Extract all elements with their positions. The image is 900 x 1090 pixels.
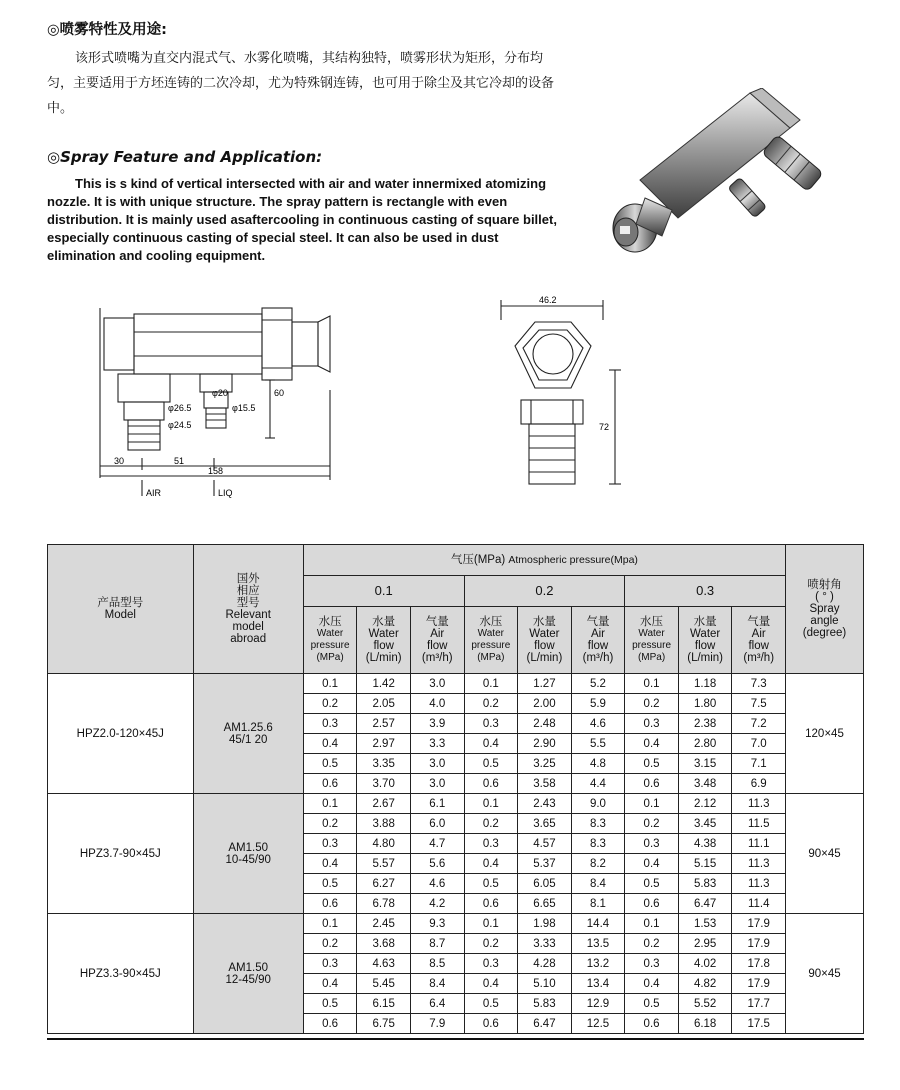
dim-d4: φ15.5 xyxy=(232,403,256,413)
header-wf-3 xyxy=(678,607,732,674)
value-cell: 3.0 xyxy=(410,754,464,774)
value-cell: 6.47 xyxy=(678,894,732,914)
header-angle-en2: angle xyxy=(810,615,839,627)
value-cell: 6.75 xyxy=(357,1014,411,1034)
value-cell: 0.2 xyxy=(464,814,518,834)
dim-w2: 51 xyxy=(174,456,185,466)
header-af-2 xyxy=(571,607,625,674)
header-wp-en1: Water xyxy=(316,628,344,639)
value-cell: 2.43 xyxy=(518,794,572,814)
value-cell: 6.78 xyxy=(357,894,411,914)
value-cell: 6.65 xyxy=(518,894,572,914)
value-cell: 0.3 xyxy=(625,834,679,854)
value-cell: 8.4 xyxy=(571,874,625,894)
header-af-3 xyxy=(732,607,786,674)
value-cell: 8.3 xyxy=(571,814,625,834)
value-cell: 4.7 xyxy=(410,834,464,854)
label-air: AIR xyxy=(146,488,162,498)
value-cell: 8.3 xyxy=(571,834,625,854)
model-cell: HPZ2.0-120×45J xyxy=(48,674,194,794)
nozzle-photo xyxy=(600,88,840,258)
header-wf-en3: (L/min) xyxy=(526,652,563,664)
value-cell: 5.5 xyxy=(571,734,625,754)
relevant-line1: AM1.50 xyxy=(228,961,269,974)
value-cell: 0.4 xyxy=(464,734,518,754)
header-af-en1: Air xyxy=(590,628,605,640)
value-cell: 6.0 xyxy=(410,814,464,834)
value-cell: 9.0 xyxy=(571,794,625,814)
value-cell: 0.1 xyxy=(625,674,679,694)
value-cell: 11.3 xyxy=(732,854,786,874)
header-wp-en2: pressure xyxy=(310,640,350,651)
value-cell: 3.70 xyxy=(357,774,411,794)
value-cell: 6.1 xyxy=(410,794,464,814)
value-cell: 6.15 xyxy=(357,994,411,1014)
header-wp-en1: Water xyxy=(477,628,504,639)
value-cell: 1.53 xyxy=(678,914,732,934)
header-relevant-en3: abroad xyxy=(230,633,267,645)
header-af-en2: flow xyxy=(748,640,769,652)
header-relevant-en2: model xyxy=(232,621,264,633)
value-cell: 1.27 xyxy=(518,674,572,694)
value-cell: 0.2 xyxy=(464,934,518,954)
dim-d2: φ24.5 xyxy=(168,420,192,430)
value-cell: 0.6 xyxy=(464,894,518,914)
value-cell: 5.15 xyxy=(678,854,732,874)
value-cell: 0.5 xyxy=(464,994,518,1014)
dim-w1: 30 xyxy=(114,456,125,466)
section-heading-en: ◎Spray Feature and Application: xyxy=(47,148,323,166)
value-cell: 1.80 xyxy=(678,694,732,714)
value-cell: 0.5 xyxy=(303,874,357,894)
value-cell: 3.88 xyxy=(357,814,411,834)
header-atm xyxy=(303,545,785,576)
value-cell: 0.3 xyxy=(625,714,679,734)
relevant-cell xyxy=(193,674,303,794)
header-wp-en2: pressure xyxy=(471,640,511,651)
value-cell: 0.6 xyxy=(625,774,679,794)
header-wp-en3: (MPa) xyxy=(637,652,666,663)
header-wf-cn: 水量 xyxy=(532,616,556,628)
relevant-cell xyxy=(193,914,303,1034)
value-cell: 0.4 xyxy=(303,734,357,754)
header-wp-cn: 水压 xyxy=(640,616,664,628)
value-cell: 1.18 xyxy=(678,674,732,694)
value-cell: 17.5 xyxy=(732,1014,786,1034)
value-cell: 0.4 xyxy=(464,854,518,874)
value-cell: 0.1 xyxy=(303,674,357,694)
value-cell: 2.97 xyxy=(357,734,411,754)
dim-w3: 158 xyxy=(208,466,224,476)
header-angle xyxy=(786,545,864,674)
value-cell: 5.2 xyxy=(571,674,625,694)
header-relevant-en1: Relevant xyxy=(225,609,271,621)
value-cell: 11.4 xyxy=(732,894,786,914)
header-model-cn: 产品型号 xyxy=(97,597,144,609)
header-atm-cn: 气压(MPa) xyxy=(450,554,506,566)
value-cell: 12.9 xyxy=(571,994,625,1014)
value-cell: 7.2 xyxy=(732,714,786,734)
value-cell: 4.57 xyxy=(518,834,572,854)
value-cell: 8.2 xyxy=(571,854,625,874)
value-cell: 2.00 xyxy=(518,694,572,714)
value-cell: 7.0 xyxy=(732,734,786,754)
value-cell: 4.4 xyxy=(571,774,625,794)
value-cell: 3.68 xyxy=(357,934,411,954)
value-cell: 0.5 xyxy=(625,874,679,894)
value-cell: 5.52 xyxy=(678,994,732,1014)
side-view-drawing xyxy=(90,298,350,508)
header-wf-2 xyxy=(518,607,572,674)
model-cell: HPZ3.3-90×45J xyxy=(48,914,194,1034)
value-cell: 6.18 xyxy=(678,1014,732,1034)
value-cell: 2.45 xyxy=(357,914,411,934)
value-cell: 3.45 xyxy=(678,814,732,834)
value-cell: 4.38 xyxy=(678,834,732,854)
value-cell: 11.3 xyxy=(732,794,786,814)
value-cell: 4.6 xyxy=(571,714,625,734)
header-angle-en1: Spray xyxy=(809,603,840,615)
spec-table xyxy=(47,544,864,1034)
value-cell: 12.5 xyxy=(571,1014,625,1034)
value-cell: 17.8 xyxy=(732,954,786,974)
value-cell: 4.63 xyxy=(357,954,411,974)
dim-d3: φ20 xyxy=(212,388,228,398)
header-af-cn: 气量 xyxy=(425,616,449,628)
header-wf-en2: flow xyxy=(694,640,716,652)
value-cell: 0.1 xyxy=(464,914,518,934)
value-cell: 6.4 xyxy=(410,994,464,1014)
value-cell: 3.58 xyxy=(518,774,572,794)
value-cell: 0.6 xyxy=(303,1014,357,1034)
value-cell: 0.1 xyxy=(303,914,357,934)
value-cell: 3.48 xyxy=(678,774,732,794)
value-cell: 0.1 xyxy=(303,794,357,814)
header-relevant xyxy=(193,545,303,674)
value-cell: 0.3 xyxy=(464,834,518,854)
header-wf-en2: flow xyxy=(373,640,394,652)
model-cell: HPZ3.7-90×45J xyxy=(48,794,194,914)
value-cell: 3.35 xyxy=(357,754,411,774)
value-cell: 3.9 xyxy=(410,714,464,734)
value-cell: 7.9 xyxy=(410,1014,464,1034)
value-cell: 0.5 xyxy=(303,754,357,774)
header-af-en3: (m³/h) xyxy=(582,652,614,664)
value-cell: 4.82 xyxy=(678,974,732,994)
value-cell: 5.83 xyxy=(518,994,572,1014)
value-cell: 0.6 xyxy=(303,894,357,914)
value-cell: 3.0 xyxy=(410,774,464,794)
value-cell: 0.2 xyxy=(303,934,357,954)
header-wf-en3: (L/min) xyxy=(687,652,724,664)
value-cell: 13.4 xyxy=(571,974,625,994)
header-wf-en3: (L/min) xyxy=(365,652,402,664)
value-cell: 13.5 xyxy=(571,934,625,954)
header-wp-cn: 水压 xyxy=(479,616,503,628)
value-cell: 5.9 xyxy=(571,694,625,714)
header-wf-cn: 水量 xyxy=(372,616,396,628)
value-cell: 0.5 xyxy=(464,754,518,774)
angle-cell: 120×45 xyxy=(786,674,864,794)
table-bottom-rule xyxy=(47,1038,864,1040)
value-cell: 0.6 xyxy=(625,894,679,914)
header-model-en: Model xyxy=(104,609,136,621)
relevant-line1: AM1.50 xyxy=(228,841,269,854)
value-cell: 0.1 xyxy=(464,674,518,694)
description-en: This is s kind of vertical intersected with air and water innermixed atomizing nozzle. It is with unique structure. The spray pattern is rectangle with even distribution. It is mainly used asaftercooling in continuous casting of square billet, especially continuous casting of special steel. It can also be used in dust elimination and cooling equipment. xyxy=(47,176,557,263)
header-af-en3: (m³/h) xyxy=(421,652,453,664)
table-row xyxy=(48,674,864,694)
header-relevant-cn2: 相应 xyxy=(236,585,260,597)
value-cell: 0.4 xyxy=(303,854,357,874)
header-angle-cn: 喷射角 xyxy=(807,579,842,591)
value-cell: 0.5 xyxy=(625,994,679,1014)
section-heading-cn: ◎喷雾特性及用途: xyxy=(47,22,167,38)
value-cell: 2.95 xyxy=(678,934,732,954)
value-cell: 6.9 xyxy=(732,774,786,794)
header-af-cn: 气量 xyxy=(747,616,771,628)
value-cell: 4.28 xyxy=(518,954,572,974)
value-cell: 0.3 xyxy=(464,954,518,974)
value-cell: 0.6 xyxy=(303,774,357,794)
header-wp-2 xyxy=(464,607,518,674)
value-cell: 3.3 xyxy=(410,734,464,754)
value-cell: 0.1 xyxy=(464,794,518,814)
value-cell: 2.90 xyxy=(518,734,572,754)
table-row xyxy=(48,914,864,934)
value-cell: 5.37 xyxy=(518,854,572,874)
value-cell: 11.5 xyxy=(732,814,786,834)
header-wp-en3: (MPa) xyxy=(477,652,505,663)
relevant-line1: AM1.25.6 xyxy=(223,721,273,734)
value-cell: 4.2 xyxy=(410,894,464,914)
value-cell: 0.2 xyxy=(625,694,679,714)
value-cell: 13.2 xyxy=(571,954,625,974)
value-cell: 7.3 xyxy=(732,674,786,694)
value-cell: 0.6 xyxy=(464,1014,518,1034)
value-cell: 4.02 xyxy=(678,954,732,974)
value-cell: 3.15 xyxy=(678,754,732,774)
description-cn: 该形式喷嘴为直交内混式气、水雾化喷嘴，其结构独特，喷雾形状为矩形，分布均匀，主要适用于方坯连铸的二次冷却，尤为特殊钢连铸，也可用于除尘及其它冷却的设备中。 xyxy=(47,51,555,116)
value-cell: 8.1 xyxy=(571,894,625,914)
value-cell: 0.4 xyxy=(625,734,679,754)
header-wf-en2: flow xyxy=(534,640,555,652)
header-af-1 xyxy=(410,607,464,674)
value-cell: 0.3 xyxy=(625,954,679,974)
value-cell: 2.38 xyxy=(678,714,732,734)
value-cell: 3.0 xyxy=(410,674,464,694)
dim-h: 60 xyxy=(274,388,285,398)
value-cell: 3.25 xyxy=(518,754,572,774)
value-cell: 3.33 xyxy=(518,934,572,954)
value-cell: 14.4 xyxy=(571,914,625,934)
relevant-cell xyxy=(193,794,303,914)
header-af-en2: flow xyxy=(427,640,448,652)
value-cell: 0.6 xyxy=(464,774,518,794)
value-cell: 0.6 xyxy=(625,1014,679,1034)
value-cell: 2.48 xyxy=(518,714,572,734)
label-liq: LIQ xyxy=(218,488,233,498)
value-cell: 0.3 xyxy=(464,714,518,734)
header-relevant-cn1: 国外 xyxy=(236,573,260,585)
value-cell: 0.2 xyxy=(303,814,357,834)
header-wp-en1: Water xyxy=(638,628,665,639)
value-cell: 8.4 xyxy=(410,974,464,994)
value-cell: 0.2 xyxy=(625,814,679,834)
value-cell: 4.6 xyxy=(410,874,464,894)
value-cell: 2.05 xyxy=(357,694,411,714)
angle-cell: 90×45 xyxy=(786,794,864,914)
value-cell: 9.3 xyxy=(410,914,464,934)
value-cell: 0.4 xyxy=(464,974,518,994)
header-p3: 0.3 xyxy=(625,576,786,607)
front-view-drawing xyxy=(495,290,625,495)
header-wp-cn: 水压 xyxy=(318,616,342,628)
header-af-cn: 气量 xyxy=(586,616,610,628)
value-cell: 5.83 xyxy=(678,874,732,894)
value-cell: 17.9 xyxy=(732,974,786,994)
value-cell: 0.2 xyxy=(464,694,518,714)
value-cell: 8.7 xyxy=(410,934,464,954)
header-wf-en1: Water xyxy=(529,628,560,640)
header-af-en1: Air xyxy=(430,628,445,640)
value-cell: 1.98 xyxy=(518,914,572,934)
value-cell: 2.57 xyxy=(357,714,411,734)
value-cell: 0.1 xyxy=(625,794,679,814)
dim-side: 72 xyxy=(599,422,610,432)
dim-top: 46.2 xyxy=(539,295,557,305)
value-cell: 0.3 xyxy=(303,714,357,734)
value-cell: 0.1 xyxy=(625,914,679,934)
header-af-en3: (m³/h) xyxy=(743,652,775,664)
header-angle-en3: (degree) xyxy=(802,627,847,639)
header-wp-en3: (MPa) xyxy=(316,652,344,663)
value-cell: 6.27 xyxy=(357,874,411,894)
value-cell: 8.5 xyxy=(410,954,464,974)
angle-cell: 90×45 xyxy=(786,914,864,1034)
value-cell: 4.80 xyxy=(357,834,411,854)
value-cell: 0.2 xyxy=(625,934,679,954)
header-af-en1: Air xyxy=(751,628,766,640)
value-cell: 7.1 xyxy=(732,754,786,774)
value-cell: 0.5 xyxy=(464,874,518,894)
dim-d1: φ26.5 xyxy=(168,403,192,413)
header-p2: 0.2 xyxy=(464,576,625,607)
header-wf-cn: 水量 xyxy=(693,616,717,628)
table-row xyxy=(48,794,864,814)
relevant-line2: 45/1 20 xyxy=(229,733,268,746)
header-wf-en1: Water xyxy=(368,628,399,640)
value-cell: 5.45 xyxy=(357,974,411,994)
value-cell: 11.1 xyxy=(732,834,786,854)
value-cell: 6.05 xyxy=(518,874,572,894)
value-cell: 2.12 xyxy=(678,794,732,814)
header-wf-en1: Water xyxy=(690,628,721,640)
value-cell: 5.10 xyxy=(518,974,572,994)
value-cell: 4.0 xyxy=(410,694,464,714)
value-cell: 5.57 xyxy=(357,854,411,874)
value-cell: 7.5 xyxy=(732,694,786,714)
value-cell: 3.65 xyxy=(518,814,572,834)
value-cell: 1.42 xyxy=(357,674,411,694)
value-cell: 0.5 xyxy=(303,994,357,1014)
header-atm-en: Atmospheric pressure(Mpa) xyxy=(508,554,638,566)
value-cell: 5.6 xyxy=(410,854,464,874)
value-cell: 4.8 xyxy=(571,754,625,774)
header-af-en2: flow xyxy=(587,640,609,652)
header-wp-en2: pressure xyxy=(632,640,671,651)
value-cell: 0.3 xyxy=(303,834,357,854)
header-model xyxy=(48,545,194,674)
value-cell: 0.4 xyxy=(625,854,679,874)
header-wp-1 xyxy=(303,607,357,674)
value-cell: 17.7 xyxy=(732,994,786,1014)
header-p1: 0.1 xyxy=(303,576,464,607)
value-cell: 17.9 xyxy=(732,914,786,934)
relevant-line2: 10-45/90 xyxy=(225,853,271,866)
relevant-line2: 12-45/90 xyxy=(225,973,271,986)
value-cell: 6.47 xyxy=(518,1014,572,1034)
value-cell: 0.3 xyxy=(303,954,357,974)
value-cell: 0.2 xyxy=(303,694,357,714)
value-cell: 17.9 xyxy=(732,934,786,954)
value-cell: 2.67 xyxy=(357,794,411,814)
value-cell: 11.3 xyxy=(732,874,786,894)
header-wp-3 xyxy=(625,607,679,674)
value-cell: 0.4 xyxy=(303,974,357,994)
header-angle-sym: ( ° ) xyxy=(815,591,834,603)
header-relevant-cn3: 型号 xyxy=(236,597,260,609)
value-cell: 0.4 xyxy=(625,974,679,994)
value-cell: 0.5 xyxy=(625,754,679,774)
value-cell: 2.80 xyxy=(678,734,732,754)
header-wf-1 xyxy=(357,607,411,674)
